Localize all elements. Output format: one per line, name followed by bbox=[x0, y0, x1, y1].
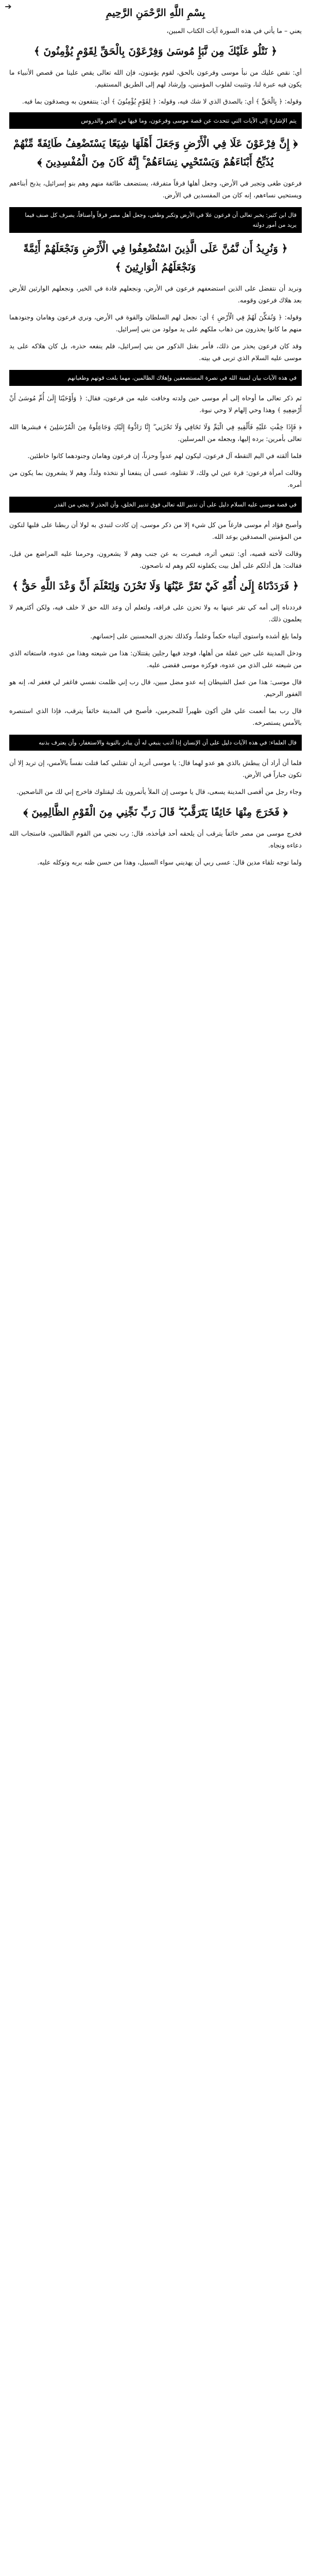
quran-verse: ﴿ وَنُرِيدُ أَن نَّمُنَّ عَلَى الَّذِينَ اسْتُضْعِفُوا فِي الْأَرْضِ وَنَجْعَلَهُمْ أَئِمَّةً وَنَجْعَلَهُمُ الْوَارِثِينَ ﴾ bbox=[23, 242, 288, 273]
quran-verse: ﴿ فَخَرَجَ مِنْهَا خَائِفًا يَتَرَقَّبُ ۖ قَالَ رَبِّ نَجِّنِي مِنَ الْقَوْمِ الظَّالِمِينَ ﴾ bbox=[23, 806, 288, 818]
paragraph: وقوله: ﴿ وَنُمَكِّنَ لَهُمْ فِي الْأَرْضِ ﴾ أي: نجعل لهم السلطان والقوة في الأرض، ونري فرعون وهامان وجنودهما منهم ما كانوا يحذرون من ذهاب ملكهم على يد مولود من بني إسرائيل. bbox=[9, 313, 302, 333]
highlight-note: يتم الإشارة إلى الآيات التي تتحدث عن قصة موسى وفرعون، وما فيها من العبر والدروس bbox=[9, 112, 302, 129]
paragraph: فخرج موسى من مصر خائفاً يترقب أن يلحقه أحد فيأخذه، قال: رب نجني من القوم الظالمين، فاستجاب الله دعاءه ونجاه. bbox=[9, 829, 302, 849]
paragraph: ولما بلغ أشده واستوى آتيناه حكماً وعلماً، وكذلك نجزي المحسنين على إحسانهم. bbox=[90, 632, 302, 640]
paragraph: وجاء رجل من أقصى المدينة يسعى، قال يا موسى إن الملأ يأتمرون بك ليقتلوك فاخرج إني لك من الناصحين. bbox=[16, 788, 302, 795]
quran-verse: ﴿ نَتْلُو عَلَيْكَ مِن نَّبَإِ مُوسَىٰ وَفِرْعَوْنَ بِالْحَقِّ لِقَوْمٍ يُؤْمِنُونَ ﴾ bbox=[33, 45, 278, 57]
paragraph: وقالت امرأة فرعون: قرة عين لي ولك، لا تقتلوه، عسى أن ينفعنا أو نتخذه ولداً، وهم لا يشعرون بما يكون من أمره. bbox=[9, 469, 302, 488]
paragraph: ونريد أن نتفضل على الذين استضعفهم فرعون في الأرض، ونجعلهم قادة في الخير، ونجعلهم الوارثين للأرض بعد هلاك فرعون وقومه. bbox=[9, 284, 302, 304]
basmala-header: بِسْمِ اللَّهِ الرَّحْمَنِ الرَّحِيمِ bbox=[106, 7, 205, 19]
quran-verse: ﴿ فَرَدَدْنَاهُ إِلَىٰ أُمِّهِ كَيْ تَقَرَّ عَيْنُهَا وَلَا تَحْزَنَ وَلِتَعْلَمَ أَنَّ وَعْدَ اللَّهِ حَقٌّ ﴾ bbox=[12, 580, 299, 592]
footnote-box: في قصة موسى عليه السلام دليل على أن تدبير الله تعالى فوق تدبير الخلق، وأن الحذر لا ينجي من القدر bbox=[9, 497, 302, 513]
footnote-box: في هذه الآيات بيان لسنة الله في نصرة المستضعفين وإهلاك الظالمين، مهما بلغت قوتهم وطغيانهم bbox=[9, 370, 302, 386]
paragraph: فرعون طغى وتجبر في الأرض، وجعل أهلها فرقاً متفرقة، يستضعف طائفة منهم وهم بنو إسرائيل، يذبح أبناءهم ويستحيي نساءهم، إنه كان من المفسدين في الأرض. bbox=[9, 179, 302, 199]
paragraph: وقد كان فرعون يحذر من ذلك، فأمر بقتل الذكور من بني إسرائيل، فلم ينفعه حذره، بل كان هلاكه على يد موسى عليه السلام الذي تربى في بيته. bbox=[9, 342, 302, 362]
paragraph: قال رب بما أنعمت علي فلن أكون ظهيراً للمجرمين، فأصبح في المدينة خائفاً يترقب، فإذا الذي استنصره بالأمس يستصرخه. bbox=[9, 707, 302, 726]
quran-verse: ﴿ إِنَّ فِرْعَوْنَ عَلَا فِي الْأَرْضِ وَجَعَلَ أَهْلَهَا شِيَعًا يَسْتَضْعِفُ طَائِفَةً مِّنْهُمْ يُذَبِّحُ أَبْنَاءَهُمْ وَيَسْتَحْيِي نِسَاءَهُمْ ۚ إِنَّهُ كَانَ مِنَ الْمُفْسِدِينَ ﴾ bbox=[13, 137, 298, 168]
back-arrow-icon[interactable]: ➔ bbox=[5, 2, 12, 11]
paragraph: فلما أن أراد أن يبطش بالذي هو عدو لهما قال: يا موسى أتريد أن تقتلني كما قتلت نفساً بالأمس، إن تريد إلا أن تكون جباراً في الأرض. bbox=[9, 759, 302, 778]
paragraph: قال موسى: هذا من عمل الشيطان إنه عدو مضل مبين، قال رب إني ظلمت نفسي فاغفر لي فغفر له، إنه هو الغفور الرحيم. bbox=[9, 678, 302, 698]
paragraph: أي: نقص عليك من نبأ موسى وفرعون بالحق، لقوم يؤمنون، فإن الله تعالى يقص علينا من قصص الأنبياء ما يكون فيه عبرة لنا، وتثبيت لقلوب المؤمنين، وإرشاد لهم إلى الطريق المستقيم. bbox=[9, 69, 302, 88]
tafsir-content bbox=[9, 25, 302, 873]
paragraph: وأصبح فؤاد أم موسى فارغاً من كل شيء إلا من ذكر موسى، إن كادت لتبدي به لولا أن ربطنا على قلبها لتكون من المؤمنين المصدقين بوعد الله. bbox=[9, 521, 302, 540]
footnote-box: قال ابن كثير: يخبر تعالى أن فرعون علا في الأرض وتكبر وطغى، وجعل أهل مصر فرقاً وأصنافاً، يصرف كل صنف فيما يريد من أمور دولته bbox=[9, 207, 302, 233]
paragraph: ﴿ فَإِذَا خِفْتِ عَلَيْهِ فَأَلْقِيهِ فِي الْيَمِّ وَلَا تَخَافِي وَلَا تَحْزَنِي ۖ إِنَّا رَادُّوهُ إِلَيْكِ وَجَاعِلُوهُ مِنَ الْمُرْسَلِينَ ﴾ فبشرها الله تعالى بأمرين: برده إليها، وبجعله من المرسلين. bbox=[9, 423, 302, 443]
paragraph: وقوله: ﴿ بِالْحَقِّ ﴾ أي: بالصدق الذي لا شك فيه، وقوله: ﴿ لِقَوْمٍ يُؤْمِنُونَ ﴾ أي: ينتفعون به ويصدقون بما فيه. bbox=[22, 97, 302, 105]
paragraph: يعني – ما يأتي في هذه السورة آيات الكتاب المبين، bbox=[166, 27, 302, 35]
paragraph: ودخل المدينة على حين غفلة من أهلها، فوجد فيها رجلين يقتتلان: هذا من شيعته وهذا من عدوه، فاستغاثه الذي من شيعته على الذي من عدوه، فوكزه موسى فقضى عليه. bbox=[9, 649, 302, 669]
paragraph: وقالت لأخته قصيه، أي: تتبعي أثره، فبصرت به عن جنب وهم لا يشعرون، وحرمنا عليه المراضع من قبل، فقالت: هل أدلكم على أهل بيت يكفلونه لكم وهم له ناصحون. bbox=[9, 550, 302, 569]
footnote-box: قال العلماء: في هذه الآيات دليل على أن الإنسان إذا أذنب ينبغي له أن يبادر بالتوبة والاستغفار، وأن يعترف بذنبه bbox=[9, 735, 302, 751]
paragraph: ولما توجه تلقاء مدين قال: عسى ربي أن يهديني سواء السبيل، وهذا من حسن ظنه بربه وتوكله عليه. bbox=[37, 858, 302, 866]
paragraph: فلما ألقته في اليم التقطه آل فرعون، ليكون لهم عدواً وحزناً، إن فرعون وهامان وجنودهما كانوا خاطئين. bbox=[27, 452, 302, 460]
paragraph: ثم ذكر تعالى ما أوحاه إلى أم موسى حين ولدته وخافت عليه من فرعون، فقال: ﴿ وَأَوْحَيْنَا إِلَىٰ أُمِّ مُوسَىٰ أَنْ أَرْضِعِيهِ ﴾ وهذا وحي إلهام لا وحي نبوة. bbox=[9, 394, 302, 414]
paragraph: فرددناه إلى أمه كي تقر عينها به ولا تحزن على فراقه، ولتعلم أن وعد الله حق لا خلف فيه، ولكن أكثرهم لا يعلمون ذلك. bbox=[9, 603, 302, 623]
top-bar bbox=[0, 0, 311, 25]
